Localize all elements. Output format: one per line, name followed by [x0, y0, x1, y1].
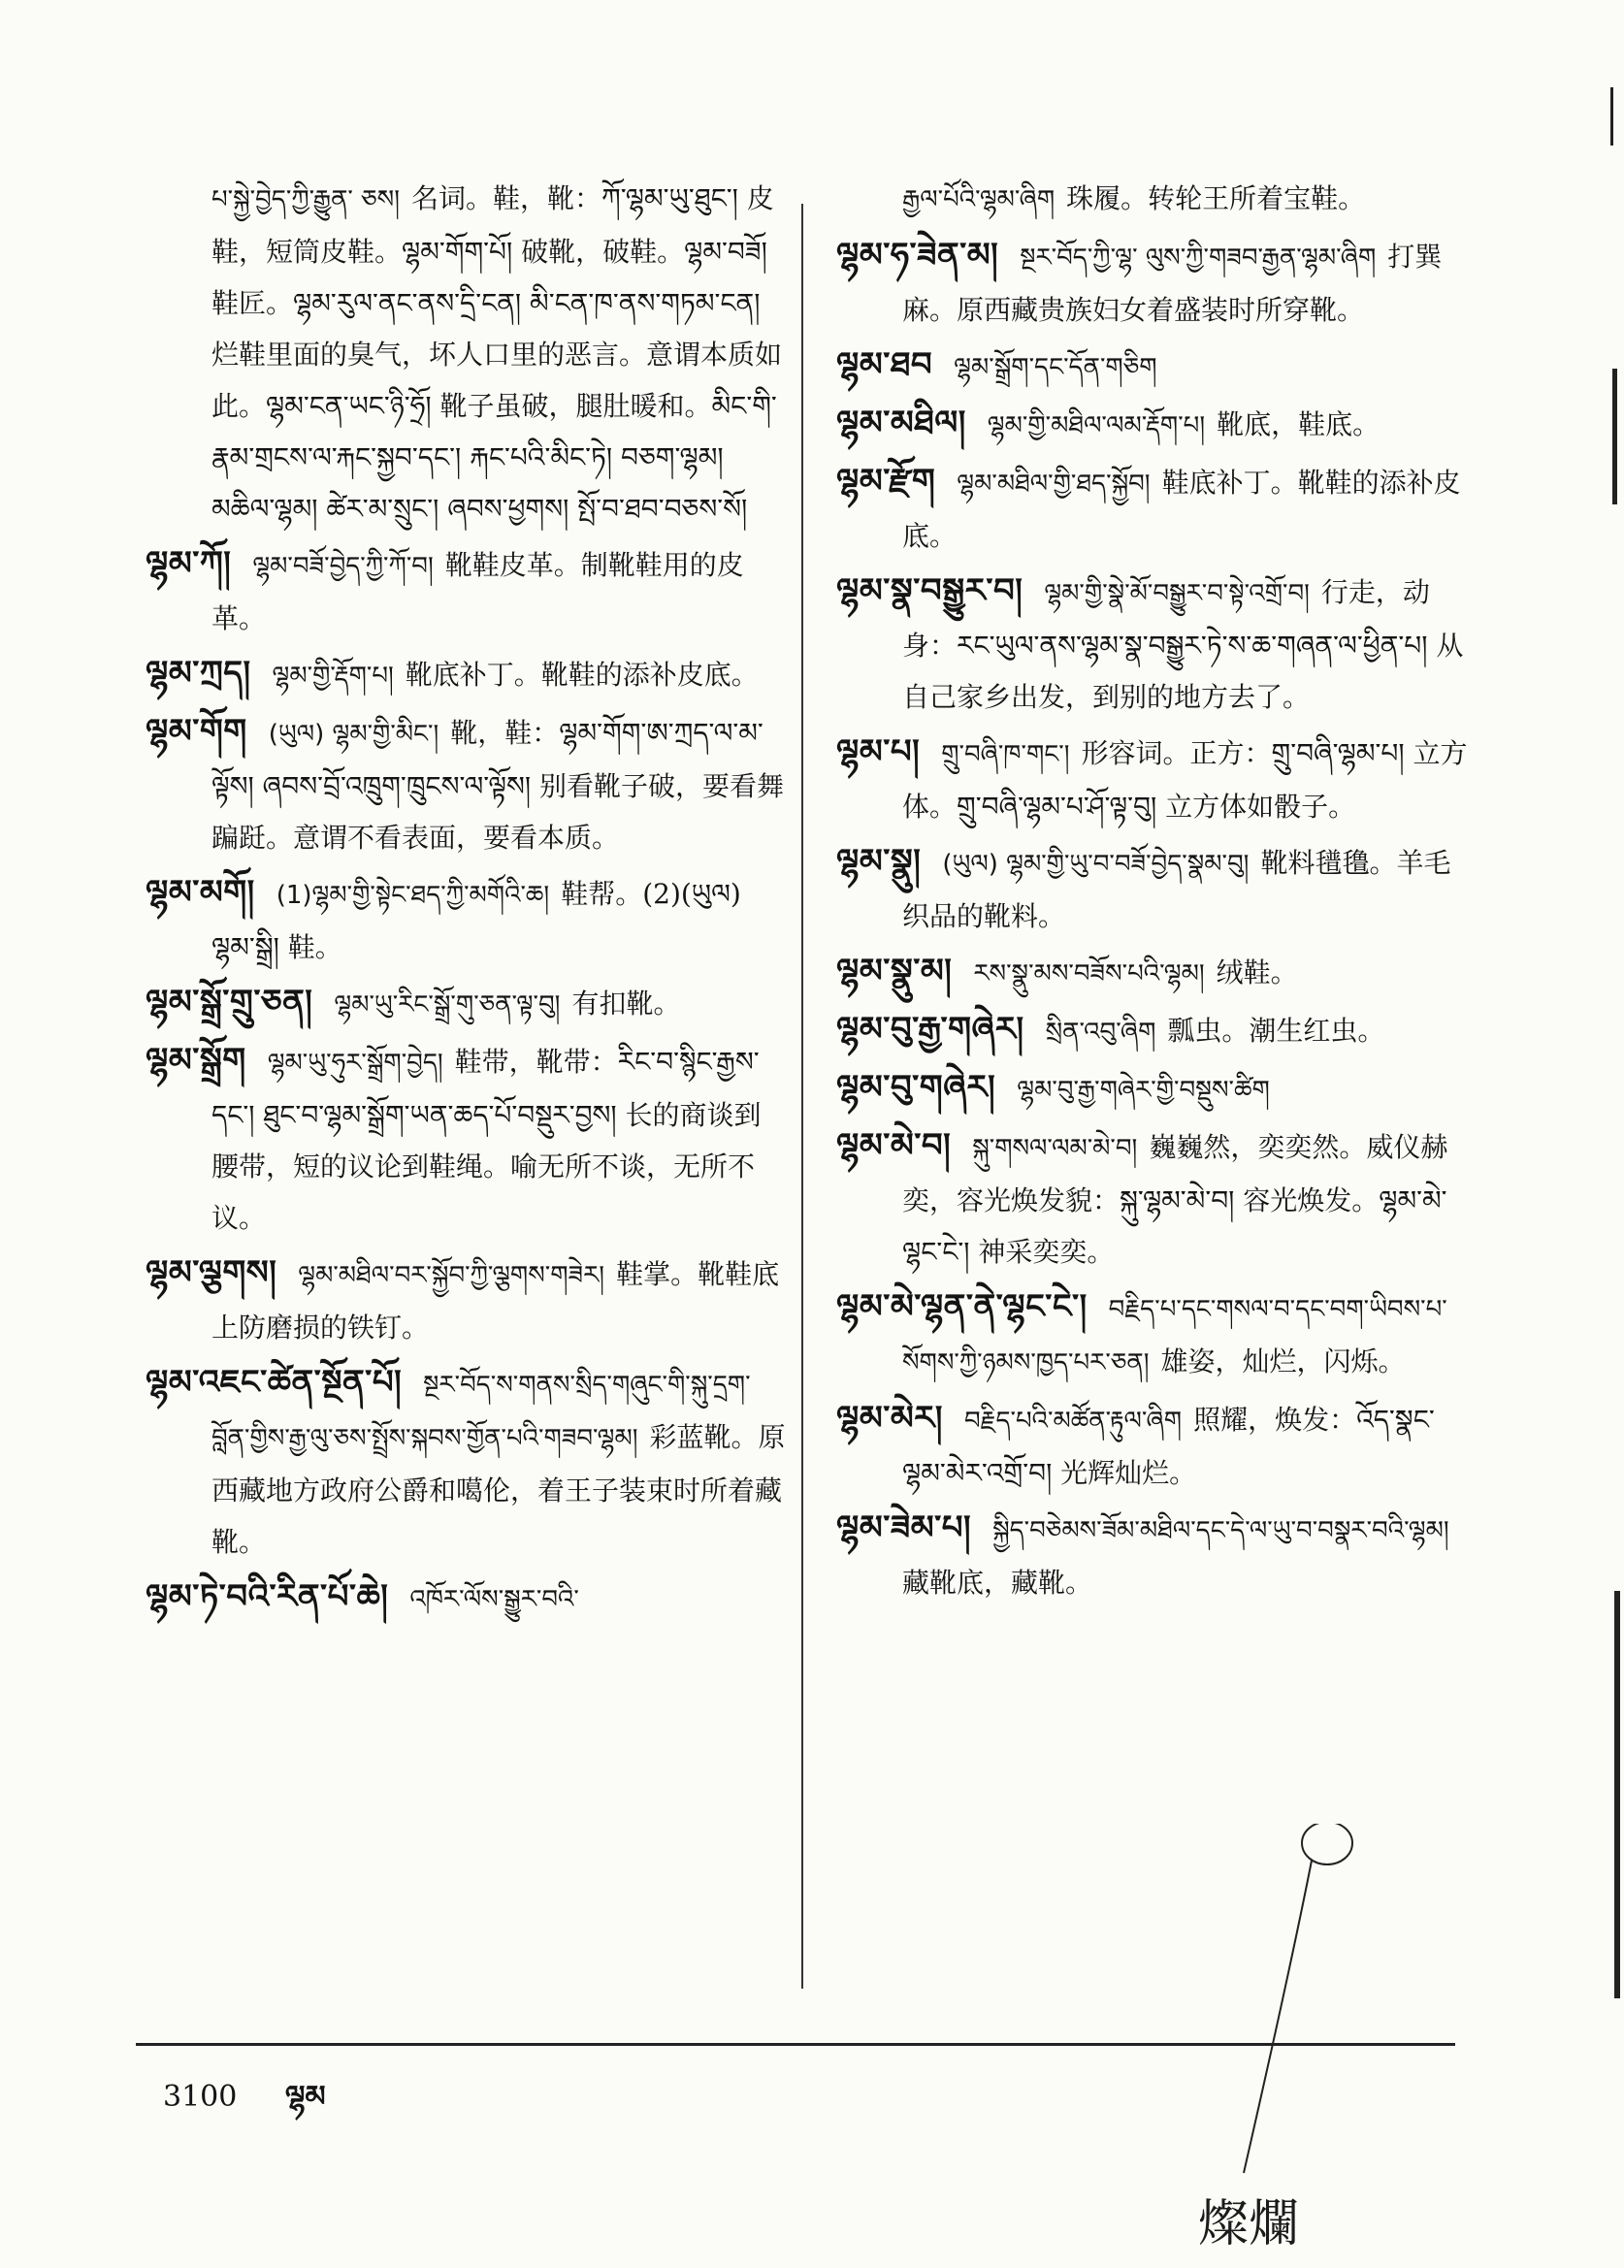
dictionary-entry	[836, 1004, 1477, 1058]
dictionary-entry	[836, 1120, 1477, 1278]
entry-tibetan-definition: པ་སྐྱེ་བྱེད་ཀྱི་རྒྱུན་ ཅས།	[211, 185, 401, 214]
entry-headword: ལྷམ་མེ་བ།	[836, 1126, 952, 1165]
entry-tibetan-definition: ལྷམ་བཟོ་བྱེད་ཀྱི་ཀོ་བ།	[252, 552, 434, 581]
entry-headword: ལྷམ་ཀོ།	[146, 544, 232, 583]
entry-headword: ལྷམ་སྒྲོ་གྲུ་ཅན།	[146, 983, 313, 1021]
right-column	[836, 173, 1477, 1612]
entry-tibetan-definition: ལྷམ་གྱི་མཐིལ་ལམ་རྡོག་པ།	[987, 411, 1206, 440]
dictionary-entry	[146, 977, 786, 1031]
entry-headword: ལྷམ་སྒྲོག	[146, 1041, 246, 1080]
entry-tibetan-definition: སྐྱིད་བཅེམས་ཟོམ་མཐིལ་དང་དེ་ལ་ཡུ་བ་བསྣར་བའི་ལྷམ།	[992, 1516, 1449, 1545]
entry-headword: ལྷམ་མེར།	[836, 1399, 943, 1438]
entry-headword: ལྷམ་ལྕགས།	[146, 1253, 277, 1292]
entry-tibetan-definition: ལྷམ་གྱི་སྣེ་མོ་བསྒྱུར་བ་སྟེ་འགྲོ་བ།	[1044, 579, 1310, 608]
entry-tibetan-definition: ལྷམ་ཡུ་ཧུར་སྒྲོག་བྱེད།	[267, 1049, 443, 1078]
dictionary-entry	[836, 946, 1477, 1000]
entry-chinese-definition: 靴鞋皮革。制靴鞋用的皮革。	[211, 549, 744, 634]
entry-chinese-definition: 藏靴底，藏靴。	[902, 1567, 1093, 1599]
edge-mark	[1612, 369, 1617, 504]
entry-headword: ལྷམ་བུ་གཞེར།	[836, 1068, 996, 1107]
entry-chinese-definition: 鞋掌。靴鞋底上防磨损的铁钉。	[211, 1258, 780, 1344]
edge-mark	[1610, 87, 1613, 146]
dictionary-entry	[836, 456, 1477, 562]
dictionary-entry	[836, 836, 1477, 942]
dictionary-entry	[836, 566, 1477, 723]
entry-tibetan-definition: (ཡུལ) ལྷམ་གྱི་ཡུ་བ་བཟོ་བྱེད་སྣམ་བུ།	[942, 850, 1250, 879]
entry-chinese-definition: 靴料氆氇。羊毛织品的靴料。	[902, 847, 1451, 932]
entry-chinese-definition: 雄姿，灿烂，闪烁。	[1160, 1345, 1406, 1377]
entry-headword: ལྷམ་ཟེམ་པ།	[836, 1508, 972, 1547]
entry-headword: ལྷམ་གོག	[146, 712, 247, 751]
edge-mark	[1614, 1591, 1620, 1998]
dictionary-entry	[146, 1571, 786, 1626]
column-divider	[801, 204, 803, 1989]
entry-headword: ལྷམ་ཧ་ཟེན་མ།	[836, 236, 999, 275]
entry-headword: ལྷམ་བུ་རྒྱ་གཞེར།	[836, 1010, 1024, 1049]
entry-chinese-definition: 有扣靴。	[571, 988, 681, 1020]
entry-headword: ལྷམ་ཏེ་བའི་རིན་པོ་ཆེ།	[146, 1577, 389, 1616]
entry-chinese-definition: 形容词。正方：གྲུ་བཞི་ལྷམ་པ། 立方体。གྲུ་བཞི་ལྷམ་པ་ཤོ་ལྟ་བུ། 立方体如骰子。	[902, 737, 1468, 823]
dictionary-entry	[146, 1357, 786, 1568]
entry-tibetan-definition: བརྗིད་པ་དང་གསལ་བ་དང་བག་ཡིབས་པ་སོགས་ཀྱི་ཉམས་ཁྱད་པར་ཅན།	[902, 1295, 1447, 1377]
entry-chinese-definition: 打巽麻。原西藏贵族妇女着盛装时所穿靴。	[902, 241, 1443, 326]
left-column	[146, 173, 786, 1630]
dictionary-entry	[146, 538, 786, 644]
entry-headword: ལྷམ་སྣ་བསྒྱུར་བ།	[836, 571, 1023, 610]
dictionary-entry	[146, 648, 786, 702]
entry-tibetan-definition: སྐུ་གསལ་ལམ་མེ་བ།	[972, 1134, 1138, 1163]
entry-chinese-definition: 彩蓝靴。原西藏地方政府公爵和噶伦，着王子装束时所着藏靴。	[211, 1421, 786, 1558]
dictionary-entry	[146, 867, 786, 973]
dictionary-entry	[836, 230, 1477, 336]
dictionary-entry	[836, 398, 1477, 452]
pen-annotation	[1232, 1824, 1426, 2192]
entry-headword: ལྷམ་པ།	[836, 732, 921, 771]
entry-tibetan-definition: ལྷམ་མཐིལ་གྱི་ཐད་སྐྱོབ།	[957, 470, 1151, 499]
entry-tibetan-definition: སྔར་བོད་ས་གནས་སྲིད་གཞུང་གི་སྐུ་དྲག་བློན་གྱིས་རྒྱ་ལུ་ཅས་སྤྲོས་སྐབས་གྱོན་པའི་གཟབ་ལྷམ།	[211, 1371, 751, 1453]
dictionary-entry	[836, 173, 1477, 226]
entry-chinese-definition: 瓢虫。潮生红虫。	[1167, 1015, 1385, 1047]
entry-tibetan-definition: གྲུ་བཞི་ཁ་གང་།	[941, 740, 1070, 769]
entry-tibetan-definition: (1)ལྷམ་གྱི་སྟེང་ཐད་ཀྱི་མགོའི་ཆ།	[276, 881, 550, 910]
dictionary-entry	[836, 1503, 1477, 1608]
dictionary-entry	[836, 1281, 1477, 1389]
dictionary-entry	[836, 1393, 1477, 1499]
entry-tibetan-definition: སྔར་བོད་ཀྱི་ལྷ་ ལུས་ཀྱི་གཟབ་རྒྱན་ལྷམ་ཞིག	[1020, 243, 1377, 273]
entry-chinese-definition: 靴底补丁。靴鞋的添补皮底。	[405, 659, 759, 691]
entry-tibetan-definition: (ཡུལ) ལྷམ་གྱི་མིང་།	[268, 720, 439, 749]
entry-chinese-definition: 照耀，焕发：འོད་སྣང་ལྷམ་མེར་འགྲོ་བ། 光辉灿烂。	[902, 1404, 1435, 1489]
entry-tibetan-definition: རྒྱལ་པོའི་ལྷམ་ཞིག	[902, 185, 1056, 214]
entry-chinese-definition: 名词。鞋，靴：ཀོ་ལྷམ་ཡུ་ཐུང་། 皮鞋，短筒皮鞋。ལྷམ་གོག་པོ། 破靴，破鞋。ལྷམ་བཟོ། 鞋匠。ལྷམ་རུལ་ནང་ནས་དྲི་ངན། མི་ངན་ཁ་ནས་གཏམ་ངན། 烂鞋里面的臭气，坏人口里的恶言。意谓本质如此。ལྷམ་ངན་ཡང་ཉི་ཧྲོ། 靴子虽破，腿肚暖和。མིང་གི་རྣམ་གྲངས་ལ་རྐང་སྐྱབ་དང་། རྐང་པའི་མིང་ཏེ། བཅག་ལྷམ། མཆིལ་ལྷམ། ཚེར་མ་སྲུང་། ཞབས་ཕྱགས། སྤོ་བ་ཐབ་བཅས་སོ།	[211, 182, 783, 525]
entry-tibetan-definition: ལྷམ་བུ་རྒྱ་གཞེར་གྱི་བསྡུས་ཚིག	[1017, 1076, 1270, 1105]
dictionary-entry	[146, 173, 786, 535]
dictionary-entry	[146, 1035, 786, 1244]
entry-chinese-definition: 靴，鞋：ལྷམ་གོག་ཨ་ཀྲད་ལ་མ་ལྟོས། ཞབས་བྲོ་འཁྲུག་ཁྲུངས་ལ་ལྟོས། 别看靴子破，要看舞蹁跹。意谓不看表面，要看本质。	[211, 717, 784, 854]
entry-headword: ལྷམ་མགོ།	[146, 873, 255, 912]
entry-headword: ལྷམ་སྣུ་མ།	[836, 952, 953, 990]
page-footer	[163, 2064, 326, 2146]
entry-tibetan-definition: ལྷམ་ཡུ་རིང་སྒྲོ་གུ་ཅན་ལྟ་བུ།	[334, 990, 561, 1020]
entry-chinese-definition: 行走，动身：རང་ཡུལ་ནས་ལྷམ་སྣ་བསྒྱུར་ཏེ་ས་ཆ་གཞན་ལ་ཕྱིན་པ། 从自己家乡出发，到别的地方去了。	[902, 576, 1464, 713]
entry-chinese-definition: 靴底，鞋底。	[1217, 408, 1380, 440]
entry-chinese-definition: 绒鞋。	[1216, 956, 1298, 988]
entry-headword: ལྷམ་འཇང་ཚེན་སྔོན་པོ།	[146, 1363, 403, 1402]
handwritten-note: 燦爛	[1198, 2195, 1300, 2253]
dictionary-entry	[836, 340, 1477, 394]
entry-headword: ལྷམ་ཀྲད།	[146, 654, 251, 693]
entry-tibetan-definition: རས་སྣུ་མས་བཟོས་པའི་ལྷམ།	[973, 959, 1205, 988]
entry-headword: ལྷམ་མཐིལ།	[836, 404, 966, 442]
entry-tibetan-definition: ལྷམ་གྱི་རྡོག་པ།	[272, 662, 394, 691]
running-head: ལྷམ	[284, 2080, 326, 2114]
entry-chinese-definition: 鞋帮。(2)(ཡུལ) ལྷམ་སྒྲི། 鞋。	[211, 878, 741, 963]
entry-headword: ལྷམ་མེ་ལྷན་ནེ་ལྷང་ངེ་།	[836, 1287, 1088, 1326]
entry-headword: ལྷམ་རྫོག	[836, 462, 936, 501]
entry-chinese-definition: 珠履。转轮王所着宝鞋。	[1066, 182, 1366, 214]
entry-tibetan-definition: སྲིན་འབུ་ཞིག	[1045, 1018, 1156, 1047]
entry-chinese-definition: 鞋带，靴带：རིང་བ་སྙིང་རྒྱས་དང་། ཐུང་བ་ལྷམ་སྒྲོག་ཡན་ཆད་པོ་བསྡུར་བྱས། 长的商谈到腰带，短的议论到鞋绳。喻无所不谈，无所不议。	[211, 1046, 762, 1234]
entry-chinese-definition: 鞋底补丁。靴鞋的添补皮底。	[902, 467, 1461, 552]
entry-headword: ལྷམ་ཐབ	[836, 345, 933, 384]
dictionary-entry	[836, 1062, 1477, 1117]
entry-headword: ལྷམ་སྣུ།	[836, 842, 922, 881]
dictionary-entry	[146, 706, 786, 863]
page-number: 3100	[163, 2080, 238, 2114]
entry-tibetan-definition: བརྗིད་པའི་མཚོན་རྟུལ་ཞིག	[963, 1407, 1183, 1436]
entry-tibetan-definition: ལྷམ་མཐིལ་བར་སྐྱོབ་ཀྱི་ལྕགས་གཟེར།	[298, 1261, 605, 1290]
entry-tibetan-definition: ལྷམ་སྒྲོག་དང་དོན་གཅིག	[954, 353, 1157, 382]
entry-chinese-definition: 巍巍然，奕奕然。威仪赫奕，容光焕发貌：སྐུ་ལྷམ་མེ་བ། 容光焕发。ལྷམ་མེ་ལྷང་ངེ་། 神采奕奕。	[902, 1131, 1448, 1268]
entry-tibetan-definition: འཁོར་ལོས་སྒྱུར་བའི་	[409, 1585, 579, 1614]
dictionary-entry	[146, 1247, 786, 1353]
dictionary-entry	[836, 727, 1477, 832]
